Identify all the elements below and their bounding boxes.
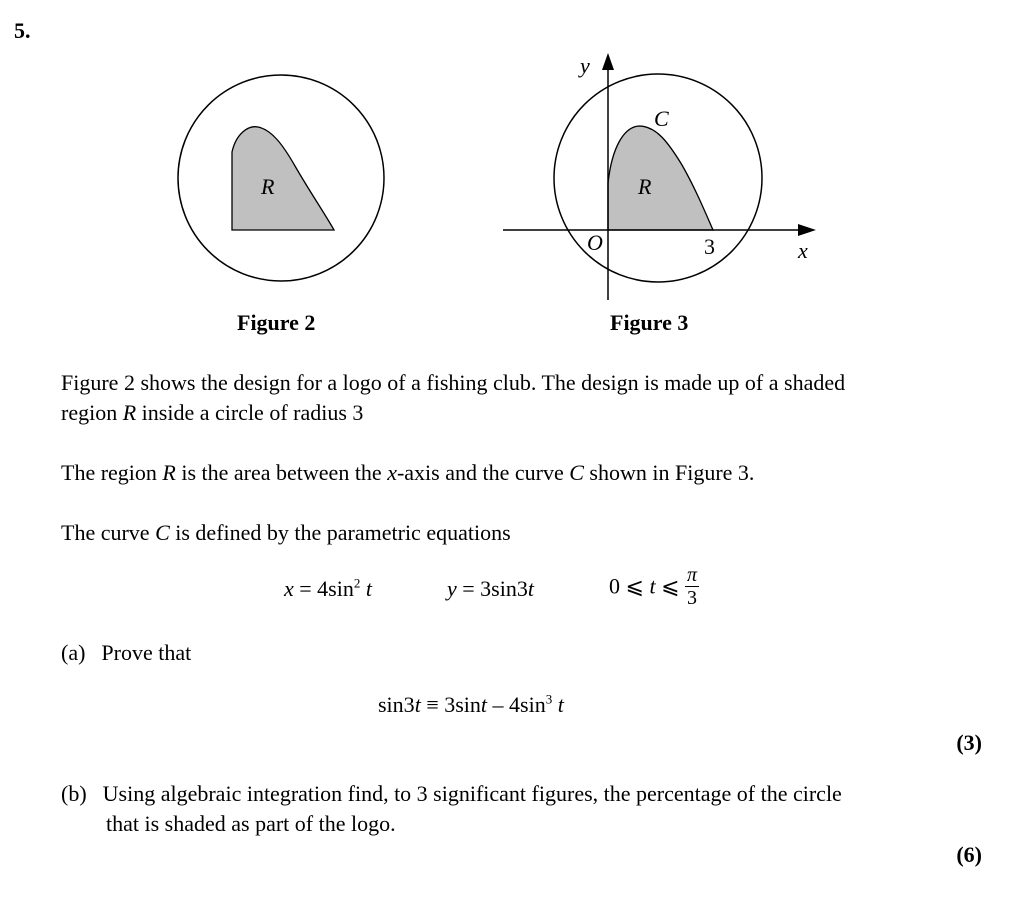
- intro-paragraph: [61, 368, 845, 428]
- figure3-shaded-region: [608, 126, 713, 230]
- part-b-prompt: [61, 779, 842, 839]
- part-b-text-line1: Using algebraic integration find, to 3 significant figures, the percentage of the circle: [102, 781, 842, 806]
- intro-line-1: Figure 2 shows the design for a logo of a fishing club. The design is made up of a shaded: [61, 370, 846, 395]
- figure3-region-label: R: [638, 174, 652, 199]
- question-number: 5.: [14, 18, 31, 43]
- curve-label: C: [654, 106, 669, 131]
- figure2-caption: Figure 2: [237, 310, 316, 335]
- figure2-region-label: R: [261, 174, 275, 199]
- x-axis-arrow-icon: [798, 224, 816, 236]
- equation-range: 0 ⩽ t ⩽ $\frac{\pi}{3}$: [609, 564, 698, 609]
- part-b-marks: (6): [956, 842, 982, 867]
- part-a-marks: (3): [956, 730, 982, 755]
- part-a-text: Prove that: [101, 640, 192, 665]
- y-axis-label: y: [580, 53, 590, 78]
- figure-3: [503, 53, 816, 300]
- curve-paragraph: The curve C is defined by the parametric equations: [61, 520, 511, 545]
- figure-2: [178, 75, 384, 281]
- equation-x: $x = 4\sin^2$ t: [284, 575, 372, 601]
- part-a-prompt: [61, 638, 191, 668]
- part-a-label: (a): [61, 640, 86, 665]
- figures-canvas: [0, 0, 1024, 340]
- trig-identity: $\sin 3t \equiv 3\sin t - 4\sin^3$ t: [378, 691, 564, 717]
- figure2-shaded-region: [232, 127, 334, 230]
- pi-over-3-fraction: $\frac{\pi}{3}$: [687, 564, 698, 609]
- figure3-caption: Figure 3: [610, 310, 689, 335]
- part-b-label: (b): [61, 781, 87, 806]
- x-axis-label: x: [798, 238, 808, 263]
- x-intercept-label: 3: [704, 234, 715, 259]
- intro-line-2: region R inside a circle of radius 3: [61, 400, 364, 425]
- part-b-text-line2: that is shaded as part of the logo.: [106, 811, 396, 836]
- y-axis-arrow-icon: [602, 53, 614, 70]
- region-paragraph: The region R is the area between the x-axis and the curve C shown in Figure 3.: [61, 460, 755, 485]
- equation-y: y = 3sin3t: [447, 576, 534, 601]
- origin-label: O: [587, 230, 603, 255]
